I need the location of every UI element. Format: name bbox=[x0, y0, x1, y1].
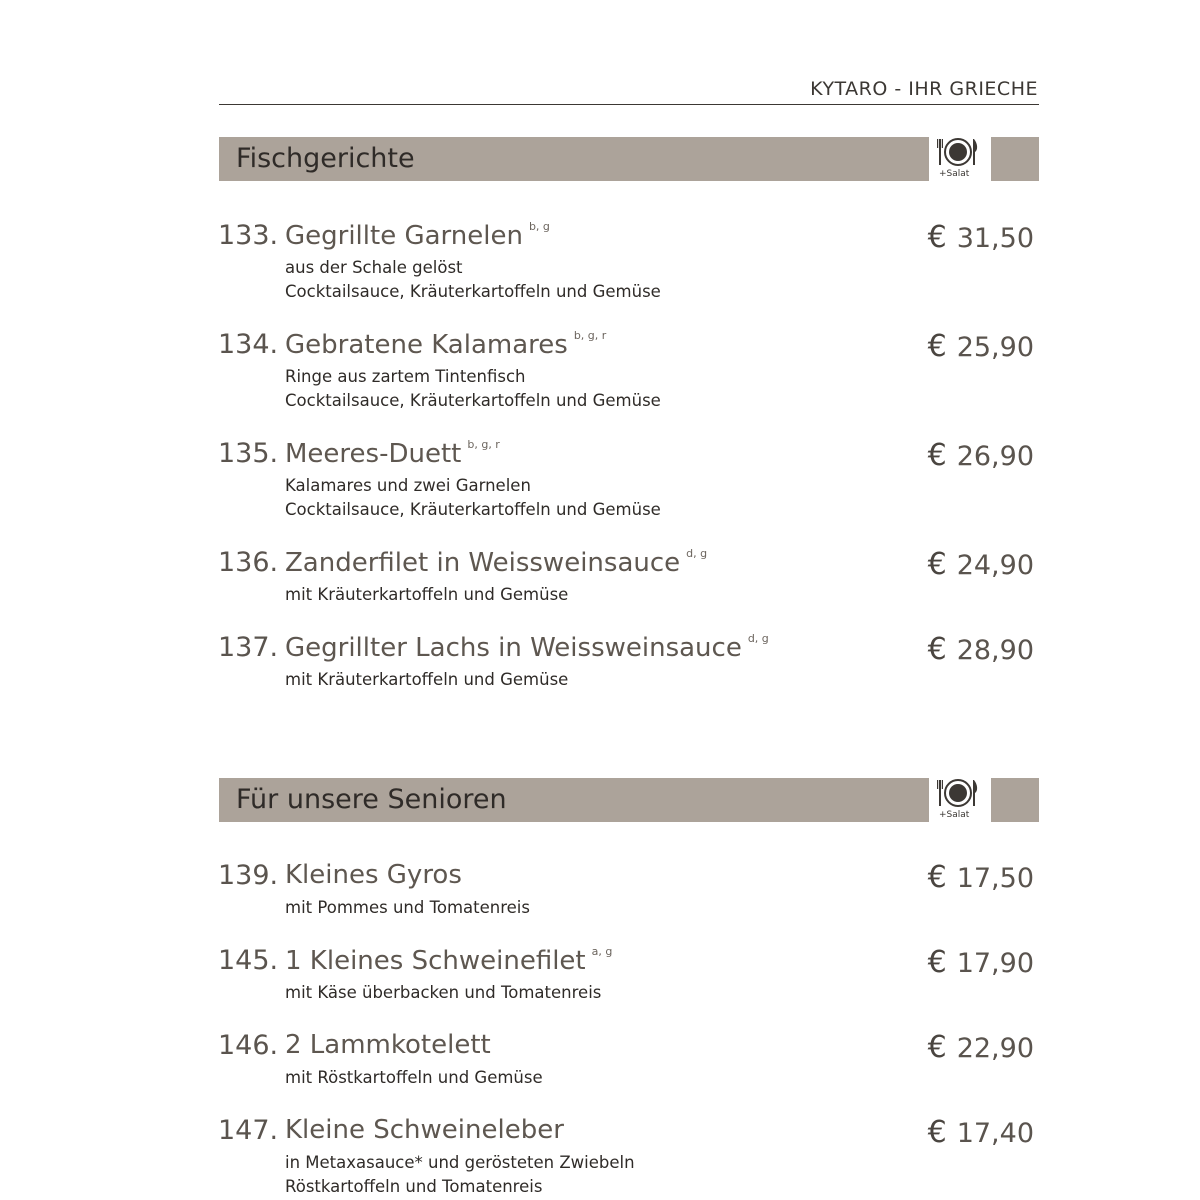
item-name: 2 Lammkotelett bbox=[285, 1030, 491, 1060]
section-header-tab bbox=[991, 778, 1039, 822]
item-price: € 24,90 bbox=[927, 547, 1034, 582]
item-description: Kalamares und zwei Garnelen Cocktailsauce, Kräuterkartoffeln und Gemüse bbox=[285, 476, 661, 519]
item-description: mit Röstkartoffeln und Gemüse bbox=[285, 1068, 543, 1087]
section-header-fischgerichte bbox=[219, 137, 929, 181]
salat-label: +Salat bbox=[939, 169, 970, 179]
item-name: Gebratene Kalamares $^{b, g, r}$ bbox=[285, 329, 607, 360]
header-divider bbox=[219, 104, 1039, 105]
item-name: 1 Kleines Schweinefilet $^{a, g}$ bbox=[285, 945, 613, 976]
item-number: 134. bbox=[218, 329, 279, 360]
item-price: € 25,90 bbox=[927, 329, 1034, 364]
item-price: € 17,90 bbox=[927, 945, 1034, 980]
item-number: 136. bbox=[218, 547, 279, 578]
item-allergens: d, g bbox=[747, 632, 769, 645]
section-title: Fischgerichte bbox=[236, 143, 415, 174]
item-allergens: a, g bbox=[591, 945, 613, 958]
section-header-tab bbox=[991, 137, 1039, 181]
euro-sign: € bbox=[927, 547, 947, 582]
item-number: 133. bbox=[218, 220, 279, 251]
item-description: aus der Schale gelöst Cocktailsauce, Kräuterkartoffeln und Gemüse bbox=[285, 258, 661, 301]
item-description: mit Kräuterkartoffeln und Gemüse bbox=[285, 670, 569, 689]
section-title: Für unsere Senioren bbox=[236, 784, 507, 815]
euro-sign: € bbox=[927, 1030, 947, 1065]
item-name: Gegrillter Lachs in Weissweinsauce $^{d, g}$ bbox=[285, 632, 769, 663]
euro-sign: € bbox=[927, 1115, 947, 1150]
item-price: € 28,90 bbox=[927, 632, 1034, 667]
item-name: Zanderfilet in Weissweinsauce $^{d, g}$ bbox=[285, 547, 708, 578]
item-name: Gegrillte Garnelen $^{b, g}$ bbox=[285, 220, 550, 251]
page-header-brand: KYTARO - IHR GRIECHE bbox=[810, 78, 1038, 100]
euro-sign: € bbox=[927, 860, 947, 895]
item-allergens: b, g, r bbox=[573, 329, 607, 342]
euro-sign: € bbox=[927, 438, 947, 473]
item-number: 147. bbox=[218, 1115, 279, 1146]
item-description: in Metaxasauce* und gerösteten Zwiebeln Röstkartoffeln und Tomatenreis bbox=[285, 1153, 635, 1196]
item-number: 135. bbox=[218, 438, 279, 469]
item-number: 139. bbox=[218, 860, 279, 891]
item-allergens: b, g bbox=[528, 220, 550, 233]
euro-sign: € bbox=[927, 632, 947, 667]
section-header-senioren bbox=[219, 778, 929, 822]
item-price: € 26,90 bbox=[927, 438, 1034, 473]
item-name: Kleine Schweineleber bbox=[285, 1115, 564, 1145]
item-number: 145. bbox=[218, 945, 279, 976]
item-name: Meeres-Duett $^{b, g, r}$ bbox=[285, 438, 500, 469]
item-number: 146. bbox=[218, 1030, 279, 1061]
plate-cutlery-icon bbox=[937, 136, 981, 184]
euro-sign: € bbox=[927, 329, 947, 364]
plate-cutlery-icon bbox=[937, 777, 981, 825]
item-description: mit Pommes und Tomatenreis bbox=[285, 898, 530, 917]
item-name: Kleines Gyros bbox=[285, 860, 462, 890]
salat-label: +Salat bbox=[939, 810, 970, 820]
item-number: 137. bbox=[218, 632, 279, 663]
item-price: € 17,50 bbox=[927, 860, 1034, 895]
euro-sign: € bbox=[927, 220, 947, 255]
item-description: mit Kräuterkartoffeln und Gemüse bbox=[285, 585, 569, 604]
item-price: € 31,50 bbox=[927, 220, 1034, 255]
item-allergens: d, g bbox=[686, 547, 708, 560]
item-allergens: b, g, r bbox=[467, 438, 500, 451]
item-description: mit Käse überbacken und Tomatenreis bbox=[285, 983, 602, 1002]
euro-sign: € bbox=[927, 945, 947, 980]
item-description: Ringe aus zartem Tintenfisch Cocktailsauce, Kräuterkartoffeln und Gemüse bbox=[285, 367, 661, 410]
item-price: € 17,40 bbox=[927, 1115, 1034, 1150]
item-price: € 22,90 bbox=[927, 1030, 1034, 1065]
